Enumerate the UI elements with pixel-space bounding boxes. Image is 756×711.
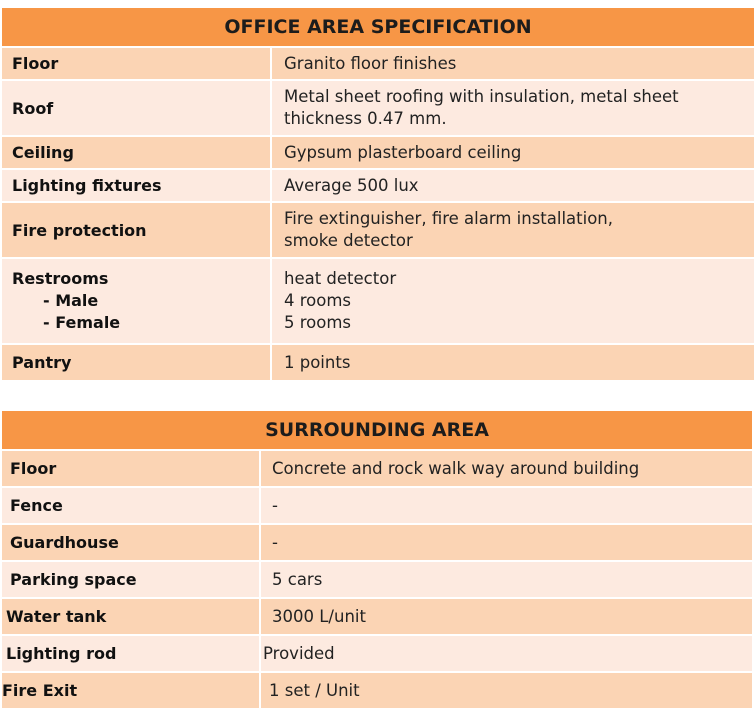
table-row (1, 169, 755, 202)
table-row (1, 487, 753, 524)
row-label-fence: Fence (1, 487, 260, 524)
row-value-fence: - (260, 487, 753, 524)
male-label: - Male (43, 291, 99, 310)
row-label-floor: Floor (1, 47, 271, 80)
row-value-pantry: 1 points (271, 344, 755, 381)
table-row (1, 672, 753, 709)
row-label-restrooms (1, 258, 271, 344)
roof-line-1: Metal sheet roofing with insulation, metal sheet (284, 87, 679, 106)
row-value-floor: Concrete and rock walk way around building (260, 450, 753, 487)
row-value-lighting: Average 500 lux (271, 169, 755, 202)
table-row (1, 344, 755, 381)
table-row (1, 80, 755, 136)
row-value-water-tank: 3000 L/unit (260, 598, 753, 635)
office-title: OFFICE AREA SPECIFICATION (1, 7, 755, 47)
row-label-ceiling: Ceiling (1, 136, 271, 169)
row-label-pantry: Pantry (1, 344, 271, 381)
row-value-fire (271, 202, 755, 258)
surrounding-title: SURROUNDING AREA (1, 410, 753, 450)
row-value-parking: 5 cars (260, 561, 753, 598)
male-value: 4 rooms (284, 291, 352, 310)
row-value-ceiling: Gypsum plasterboard ceiling (271, 136, 755, 169)
row-value-fire-exit: 1 set / Unit (260, 672, 753, 709)
row-label-guardhouse: Guardhouse (1, 524, 260, 561)
surrounding-area-table (0, 409, 754, 710)
female-value: 5 rooms (284, 313, 352, 332)
row-value-lighting-rod: Provided (260, 635, 753, 672)
table-row (1, 47, 755, 80)
table-row (1, 450, 753, 487)
office-spec-table (0, 6, 756, 382)
row-label-lighting: Lighting fixtures (1, 169, 271, 202)
row-label-lighting-rod: Lighting rod (1, 635, 260, 672)
row-label-water-tank: Water tank (1, 598, 260, 635)
table-row (1, 635, 753, 672)
row-label-parking: Parking space (1, 561, 260, 598)
row-label-roof: Roof (1, 80, 271, 136)
row-label-fire-exit: Fire Exit (1, 672, 260, 709)
table-row (1, 202, 755, 258)
fire-line-1: Fire extinguisher, fire alarm installation, (284, 209, 614, 228)
row-label-floor: Floor (1, 450, 260, 487)
table-row (1, 524, 753, 561)
row-value-restrooms (271, 258, 755, 344)
table-row (1, 258, 755, 344)
restrooms-label: Restrooms (12, 269, 109, 288)
row-value-floor: Granito floor finishes (271, 47, 755, 80)
fire-line-2: smoke detector (284, 231, 413, 250)
row-value-guardhouse: - (260, 524, 753, 561)
surrounding-header-row (1, 410, 753, 450)
table-row (1, 561, 753, 598)
row-value-roof (271, 80, 755, 136)
office-header-row (1, 7, 755, 47)
roof-line-2: thickness 0.47 mm. (284, 109, 447, 128)
table-row (1, 136, 755, 169)
table-row (1, 598, 753, 635)
restrooms-value: heat detector (284, 269, 397, 288)
female-label: - Female (43, 313, 121, 332)
row-label-fire: Fire protection (1, 202, 271, 258)
